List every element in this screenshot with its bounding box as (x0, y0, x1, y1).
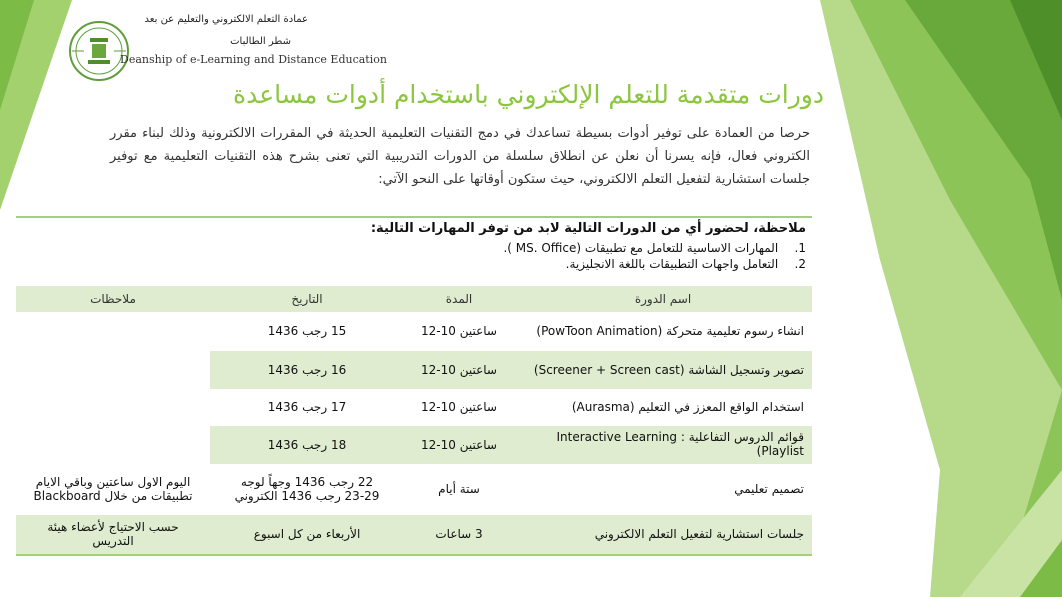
table-row (16, 312, 812, 350)
header-course: اسم الدورة (514, 286, 812, 312)
header-duration: المدة (404, 286, 514, 312)
duration-cell: ساعتين 10-12 (404, 351, 514, 389)
header-block (66, 14, 387, 84)
date-cell: 22 رجب 1436 وجهاً لوجه 23-29 رجب 1436 الكتروني (234, 475, 380, 504)
org-name-english: Deanship of e-Learning and Distance Education (120, 53, 387, 66)
org-name-arabic: عمادة التعلم الالكتروني والتعليم عن بعد (144, 14, 308, 25)
university-seal-icon (68, 20, 130, 82)
notes-cell-empty (16, 312, 210, 464)
note-item: 2. التعامل واجهات التطبيقات باللغة الانجليزية. (565, 257, 806, 271)
date-cell: الأربعاء من كل اسبوع (210, 515, 404, 556)
course-cell: تصوير وتسجيل الشاشة (Screener + Screen cast) (514, 351, 812, 389)
table-header-row (16, 286, 812, 312)
course-cell: استخدام الواقع المعزز في التعليم (Aurasma) (571, 400, 804, 415)
header-notes: ملاحظات (16, 286, 210, 312)
duration-cell: ستة أيام (438, 482, 480, 497)
duration-cell: ساعتين 10-12 (404, 426, 514, 464)
org-branch-arabic: شطر الطالبات (230, 36, 291, 47)
intro-paragraph: حرصا من العمادة على توفير أدوات بسيطة تساعدك في دمج التقنيات التعليمية الحديثة في المقررات الالكترونية وذلك لبناء مقرر الكتروني فعال، فإنه يسرنا أن نعلن عن انطلاق سلسلة من الدورات التدريبية التي تعنى بشرح هذه التقنيات التعليمية مع توفير جلسات استشارية لتفعيل التعلم الالكتروني، حيث ستكون أوقاتها على النحو الآتي: (110, 126, 810, 187)
course-cell: جلسات استشارية لتفعيل التعلم الالكتروني (514, 515, 812, 556)
date-cell: 16 رجب 1436 (210, 351, 404, 389)
notes-cell: اليوم الاول ساعتين وباقي الايام تطبيقات من خلال Blackboard (33, 475, 193, 504)
table-row (16, 464, 812, 515)
date-cell: 18 رجب 1436 (210, 426, 404, 464)
courses-table (16, 286, 812, 556)
notes-cell: حسب الاحتياج لأعضاء هيئة التدريس (16, 515, 210, 556)
course-cell: تصميم تعليمي (734, 482, 804, 497)
table-row (16, 515, 812, 556)
page-title: دورات متقدمة للتعلم الإلكتروني باستخدام أدوات مساعدة (232, 80, 824, 109)
duration-cell: 3 ساعات (404, 515, 514, 556)
prerequisites-note (16, 216, 812, 290)
header-date: التاريخ (210, 286, 404, 312)
course-cell: قوائم الدروس التفاعلية : Interactive Learning Playlist) (514, 426, 812, 464)
note-title: ملاحظة، لحضور أي من الدورات التالية لابد من توفر المهارات التالية: (370, 221, 806, 236)
duration-cell: ساعتين 10-12 (421, 324, 497, 339)
date-cell: 15 رجب 1436 (267, 324, 347, 339)
duration-cell: ساعتين 10-12 (421, 400, 497, 415)
date-cell: 17 رجب 1436 (267, 400, 347, 415)
note-item: 1. المهارات الاساسية للتعامل مع تطبيقات (MS. Office ). (503, 241, 806, 255)
course-cell: انشاء رسوم تعليمية متحركة (PowToon Animation) (536, 324, 804, 339)
